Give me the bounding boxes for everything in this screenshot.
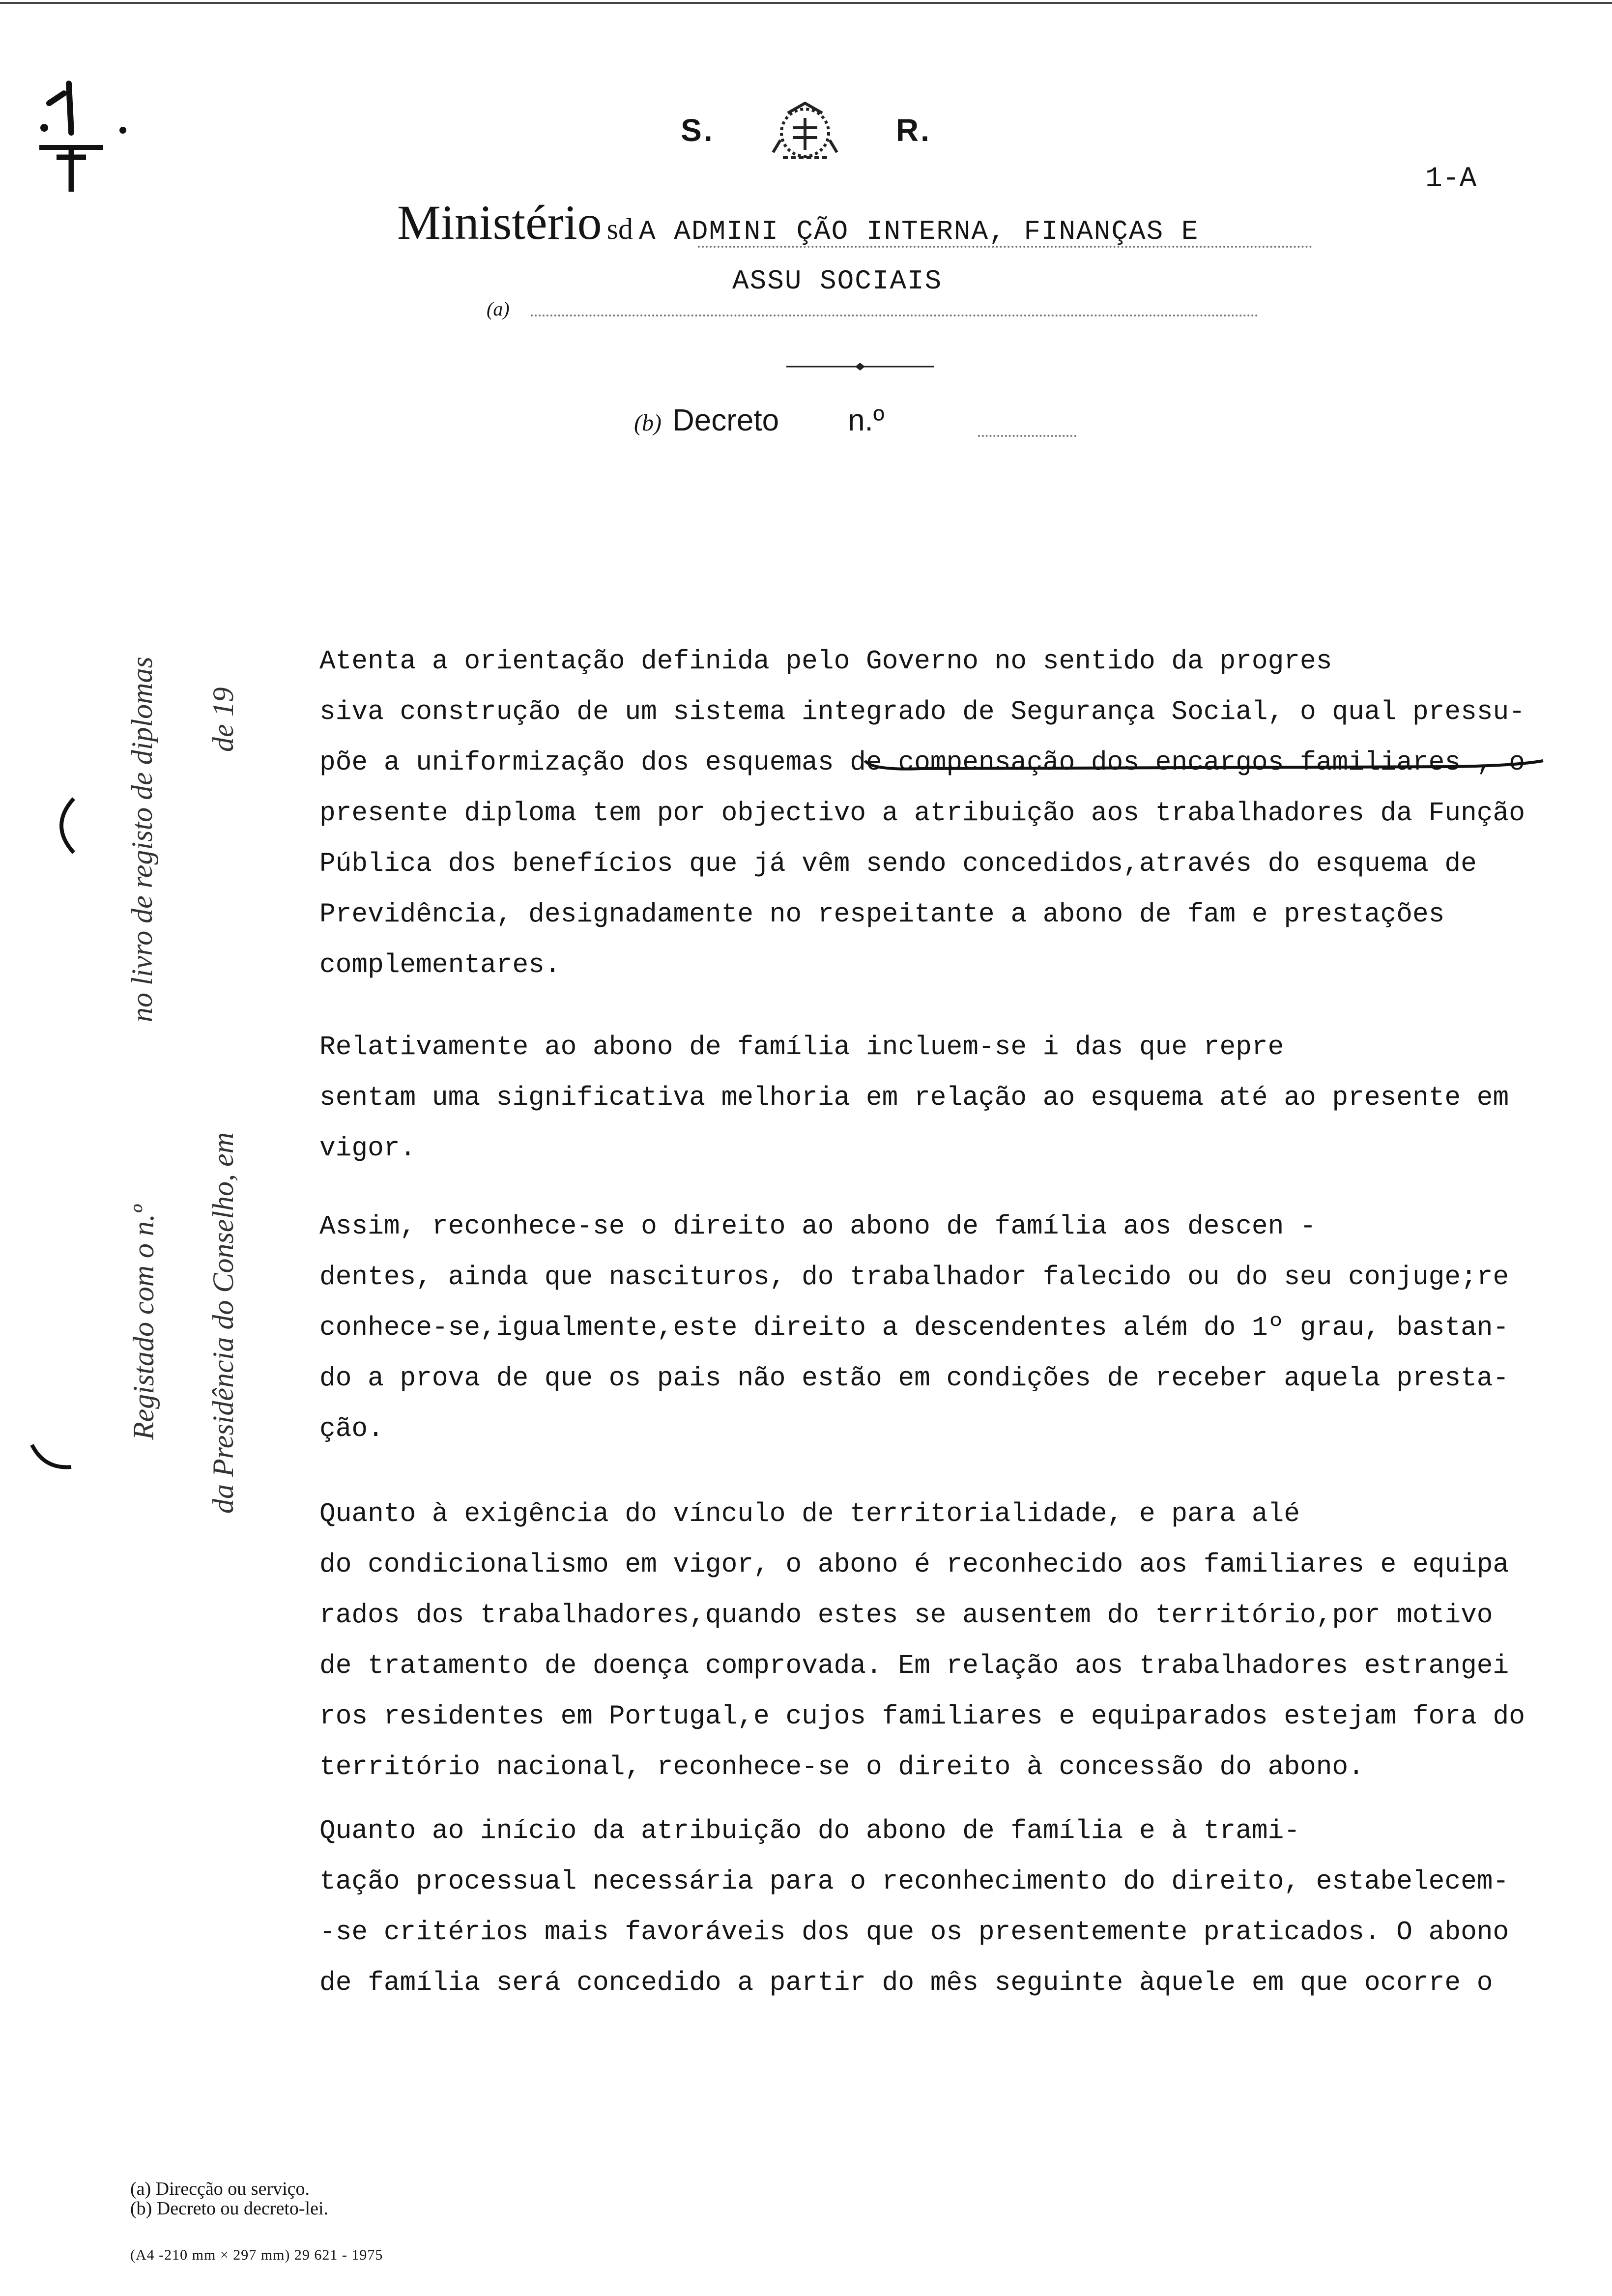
decree-number-label: n.º	[848, 403, 885, 437]
paragraph-line: ros residentes em Portugal,e cujos familiares e equiparados estejam fora do	[319, 1702, 1525, 1732]
paragraph-line: Quanto ao início da atribuição do abono de família e à trami-	[319, 1816, 1300, 1846]
margin-book-register-text: no livro de registo de diplomas	[126, 657, 158, 1022]
paragraph-line: Assim, reconhece-se o direito ao abono de família aos descen -	[319, 1212, 1316, 1242]
paragraph-line: Previdência, designadamente no respeitante a abono de fam e prestações	[319, 900, 1445, 930]
paragraph-line: Pública dos benefícios que já vêm sendo concedidos,através do esquema de	[319, 849, 1477, 879]
coat-of-arms-seal	[763, 93, 847, 167]
paragraph-4	[319, 1489, 1558, 1793]
top-edge-line	[0, 2, 1612, 5]
paragraph-line: complementares.	[319, 950, 561, 980]
ministry-prefix: sd	[606, 213, 633, 245]
paragraph-line: rados dos trabalhadores,quando estes se ausentem do território,por motivo	[319, 1601, 1493, 1631]
margin-parenthesis-mark	[47, 796, 81, 855]
paragraph-line: presente diploma tem por objectivo a atribuição aos trabalhadores da Função	[319, 799, 1525, 829]
paragraph-line: Relativamente ao abono de família incluem-se i das que repre	[319, 1033, 1284, 1062]
decree-label: Decreto	[672, 403, 779, 437]
decree-title	[634, 403, 884, 438]
paragraph-line: do condicionalismo em vigor, o abono é reconhecido aos familiares e equipa	[319, 1550, 1509, 1580]
header-divider-ornament	[786, 362, 934, 372]
service-dotted-line	[531, 315, 1258, 316]
paragraph-line: território nacional, reconhece-se o direito à concessão do abono.	[319, 1752, 1364, 1782]
paragraph-2	[319, 1022, 1558, 1174]
ministry-heading	[397, 194, 1199, 251]
seal-letter-right: R.	[895, 113, 931, 148]
paragraph-1	[319, 636, 1558, 991]
paragraph-line: do a prova de que os pais não estão em condições de receber aquela presta-	[319, 1364, 1509, 1394]
seal-letter-left: S.	[681, 113, 715, 148]
handwritten-underline	[863, 751, 1546, 775]
paragraph-line: tação processual necessária para o reconhecimento do direito, estabelecem-	[319, 1867, 1509, 1897]
page-number: 1-A	[1425, 163, 1477, 195]
paragraph-line: conhece-se,igualmente,este direito a descendentes além do 1º grau, bastan-	[319, 1313, 1509, 1343]
paragraph-line: -se critérios mais favoráveis dos que os presentemente praticados. O abono	[319, 1918, 1509, 1948]
paragraph-3	[319, 1202, 1558, 1455]
paragraph-line: Atenta a orientação definida pelo Governo no sentido da progres	[319, 647, 1332, 677]
footnote-a: (a) Direcção ou serviço.	[130, 2179, 310, 2199]
paragraph-5	[319, 1806, 1558, 2009]
paragraph-line: de tratamento de doença comprovada. Em relação aos trabalhadores estrangei	[319, 1651, 1509, 1681]
decree-mark: (b)	[634, 410, 662, 436]
paragraph-line: ção.	[319, 1414, 384, 1444]
ministry-dotted-line	[698, 246, 1312, 248]
paragraph-line: Quanto à exigência do vínculo de territorialidade, e para alé	[319, 1499, 1300, 1529]
ministry-name-line1: A ADMINI ÇÃO INTERNA, FINANÇAS E	[639, 216, 1199, 247]
margin-council-text: da Presidência do Conselho, em	[207, 1132, 239, 1514]
paragraph-line: põe a uniformização dos esquemas de compensação dos encargos familiares , o	[319, 748, 1525, 778]
footnote-mark-a: (a)	[487, 298, 510, 320]
margin-book-year-text: de 19	[207, 687, 239, 752]
paragraph-line: vigor.	[319, 1134, 416, 1164]
ministry-name-line2: ASSU SOCIAIS	[732, 265, 943, 297]
margin-registered-text: Registado com o n.º	[127, 1205, 160, 1440]
footnote-b: (b) Decreto ou decreto-lei.	[130, 2198, 329, 2219]
paragraph-line: de família será concedido a partir do mês seguinte àquele em que ocorre o	[319, 1968, 1493, 1998]
ministry-label: Ministério	[397, 195, 602, 250]
print-code: (A4 -210 mm × 297 mm) 29 621 - 1975	[130, 2247, 383, 2263]
header-seal-row	[0, 93, 1612, 167]
decree-number-dotted-line	[978, 435, 1076, 437]
paragraph-line: siva construção de um sistema integrado de Segurança Social, o qual pressu-	[319, 697, 1525, 727]
paragraph-line: dentes, ainda que nascituros, do trabalhador falecido ou do seu conjuge;re	[319, 1263, 1509, 1292]
paragraph-line: sentam uma significativa melhoria em relação ao esquema até ao presente em	[319, 1083, 1509, 1113]
margin-curve-mark	[29, 1440, 74, 1474]
